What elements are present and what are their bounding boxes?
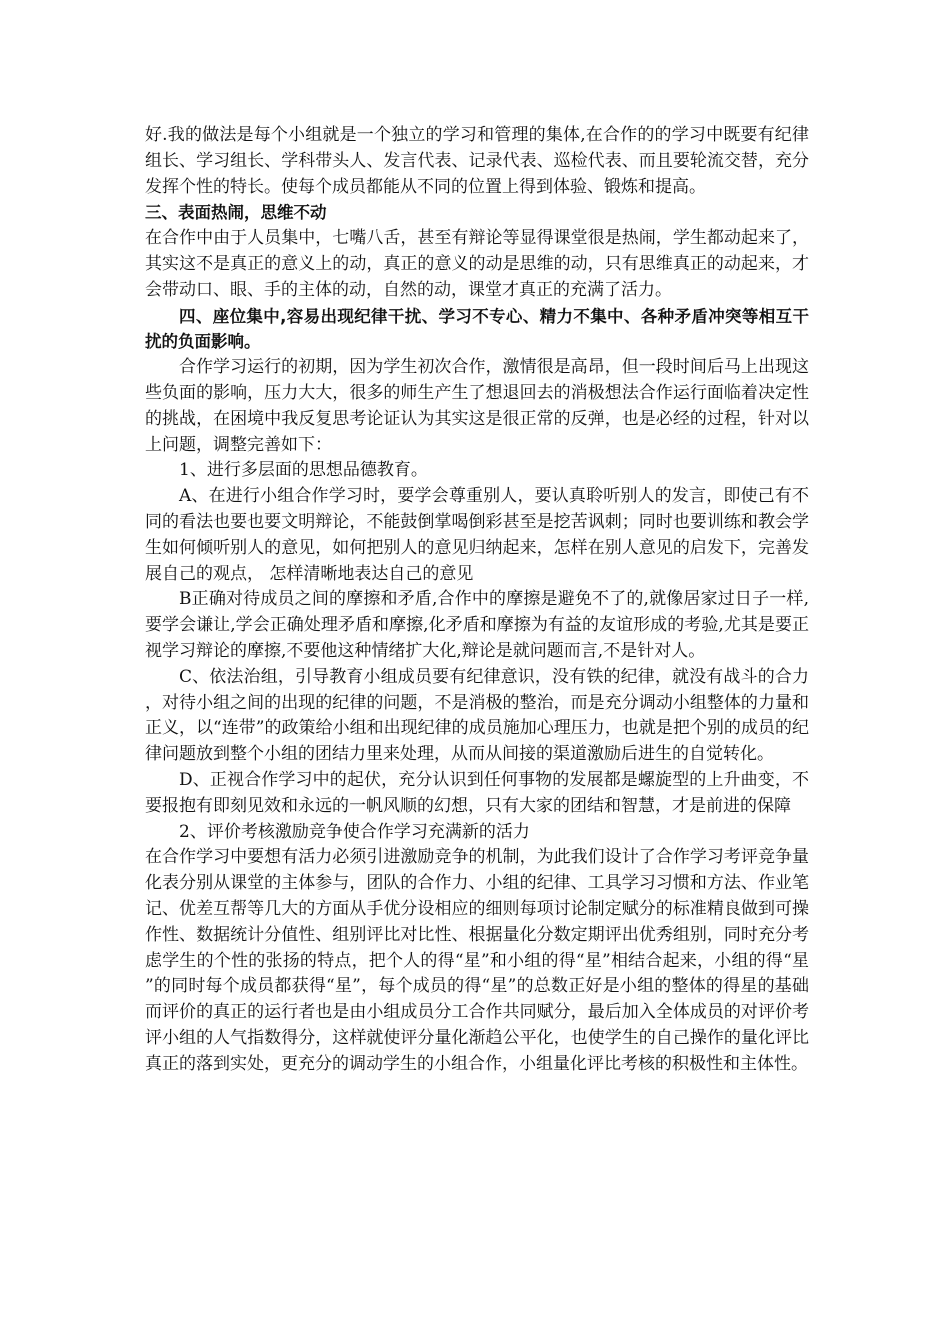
subheading-moral-education: 1、进行多层面的思想品德教育。	[179, 460, 428, 481]
paragraph-item-a: A、在进行小组合作学习时，要学会尊重别人，要认真聆听别人的发言，即使己有不同的看法也要也要文明辩论，不能鼓倒掌喝倒彩甚至是挖苦讽刺；同时也要训练和教会学生如何倾听别人的意见，如何把别人的意见归纳起来，怎样在别人意见的启发下，完善发展自己的观点， 怎样清晰地表达自己的意见	[145, 486, 809, 584]
heading-section-4: 四、座位集中,容易出现纪律干扰、学习不专心、精力不集中、各种矛盾冲突等相互干扰的负面影响。	[145, 306, 809, 352]
paragraph-group-roles: 好.我的做法是每个小组就是一个独立的学习和管理的集体,在合作的的学习中既要有纪律组长、学习组长、学科带头人、发言代表、记录代表、巡检代表、而且要轮流交替，充分发挥个性的特长。使每个成员都能从不同的位置上得到体验、锻炼和提高。	[145, 125, 809, 197]
paragraph-item-c: C、依法治组，引导教育小组成员要有纪律意识，没有铁的纪律，就没有战斗的合力，对待小组之间的出现的纪律的问题，不是消极的整治，而是充分调动小组整体的力量和正义，以“连带”的政策给小组和出现纪律的成员施加心理压力，也就是把个别的成员的纪律问题放到整个小组的团结力里来处理，从而从间接的渠道激励后进生的自觉转化。	[145, 666, 809, 765]
heading-section-3: 三、表面热闹，思维不动	[145, 203, 327, 223]
paragraph-early-stage: 合作学习运行的初期，因为学生初次合作，激情很是高昂，但一段时间后马上出现这些负面的影响，压力大大，很多的师生产生了想退回去的消极想法合作运行面临着决定性的挑战，在困境中我反复思考论证认为其实这是很正常的反弹，也是必经的过程，针对以上问题，调整完善如下：	[145, 357, 809, 455]
document-page	[145, 123, 809, 1077]
paragraph-thinking: 在合作中由于人员集中，七嘴八舌，甚至有辩论等显得课堂很是热闹，学生都动起来了，其实这不是真正的意义上的动，真正的意义的动是思维的动，只有思维真正的动起来，才会带动口、眼、手的主体的动，自然的动，课堂才真正的充满了活力。	[145, 228, 809, 300]
paragraph-item-b: B正确对待成员之间的摩擦和矛盾,合作中的摩擦是避免不了的,就像居家过日子一样,要学会谦让,学会正确处理矛盾和摩擦,化矛盾和摩擦为有益的友谊形成的考验,尤其是要正视学习辩论的摩擦,不要他这种情绪扩大化,辩论是就问题而言,不是针对人。	[145, 589, 809, 661]
paragraph-evaluation-details: 在合作学习中要想有活力必须引进激励竞争的机制，为此我们设计了合作学习考评竞争量化表分别从课堂的主体参与，团队的合作力、小组的纪律、工具学习习惯和方法、作业笔记、优差互帮等几大的方面从手优分设相应的细则每项讨论制定赋分的标准精良做到可操作性、数据统计分值性、组别评比对比性、根据量化分数定期评出优秀组别，同时充分考虑学生的个性的张扬的特点，把个人的得“星”和小组的得“星”相结合起来，小组的得“星”的同时每个成员都获得“星”，每个成员的得“星”的总数正好是小组的整体的得星的基础而评价的真正的运行者也是由小组成员分工合作共同赋分，最后加入全体成员的对评价考评小组的人气指数得分，这样就使评分量化渐趋公平化，也使学生的自己操作的量化评比真正的落到实处，更充分的调动学生的小组合作，小组量化评比考核的积极性和主体性。	[145, 847, 809, 1074]
subheading-evaluation: 2、评价考核激励竞争使合作学习充满新的活力	[179, 821, 530, 842]
paragraph-item-d: D、正视合作学习中的起伏，充分认识到任何事物的发展都是螺旋型的上升曲变，不要报抱有即刻见效和永远的一帆风顺的幻想，只有大家的团结和智慧，才是前进的保障	[145, 769, 809, 816]
